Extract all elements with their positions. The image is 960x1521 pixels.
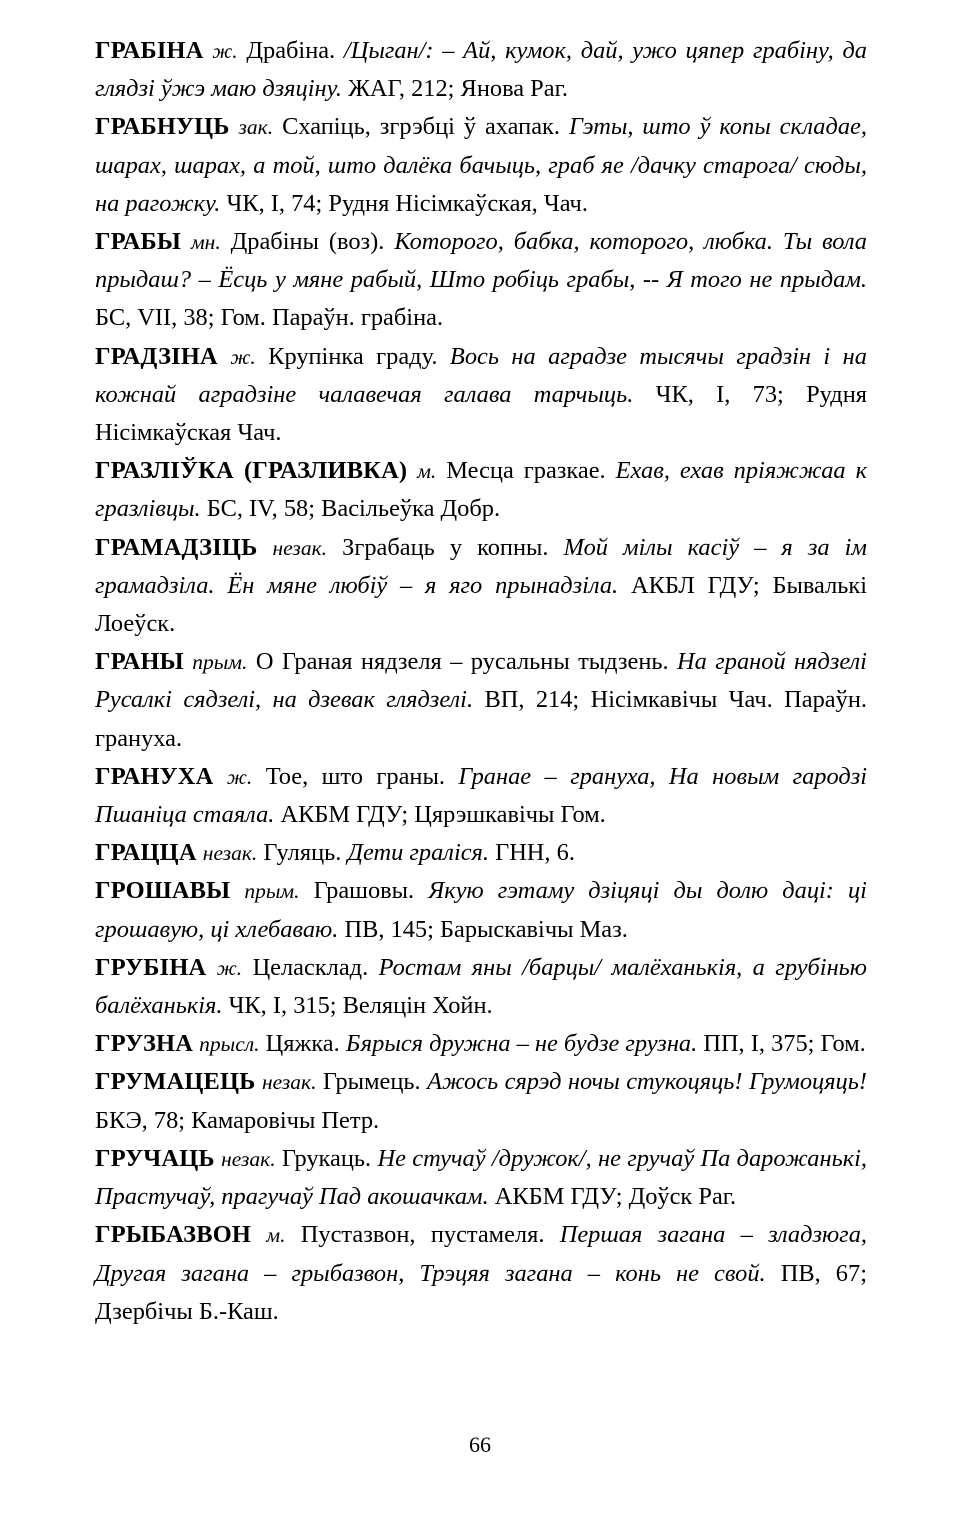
entry-definition: Цяжка. bbox=[265, 1030, 340, 1058]
entry-source: ГНН, 6. bbox=[495, 839, 575, 867]
entry-headword: ГРАМАДЗІЦЬ bbox=[95, 533, 258, 561]
dictionary-entry bbox=[95, 1025, 867, 1063]
entry-headword: ГРАДЗІНА bbox=[95, 342, 218, 370]
dictionary-entry bbox=[95, 758, 867, 834]
entry-headword: ГРЫБАЗВОН bbox=[95, 1221, 252, 1249]
entry-quotation: Гранае – грануха, На новым гародзі Пшаніца стаяла. bbox=[95, 762, 868, 829]
entry-source: БКЭ, 78; Камаровічы Петр. bbox=[95, 1106, 380, 1134]
entry-quotation: Ехав, ехав пріяжжаа к гразлівцы. bbox=[95, 457, 867, 523]
dictionary-entry bbox=[95, 872, 867, 948]
entry-definition: Пустазвон, пустамеля. bbox=[300, 1221, 545, 1249]
entry-quotation: Ростам яны /барцы/ малёханькія, а грубінью балёханькія. bbox=[95, 953, 867, 1020]
page-number: 66 bbox=[469, 1432, 491, 1457]
entry-quotation: Которого, бабка, которого, любка. Ты вола прыдаш? – Ёсць у мяне рабый, Што робіць грабы, -- Я того не прыдам. bbox=[95, 228, 868, 294]
entry-headword: ГРАЦЦА bbox=[95, 839, 197, 867]
entry-quotation: На граной нядзелі Русалкі сядзелі, на дзевак глядзелі. bbox=[95, 648, 867, 714]
entry-headword: ГРОШАВЫ bbox=[95, 877, 231, 905]
entry-definition: Крупінка граду. bbox=[268, 342, 438, 370]
entry-grammar-label: мн. bbox=[190, 230, 221, 255]
entry-headword: ГРУМАЦЕЦЬ bbox=[95, 1068, 256, 1096]
entry-grammar-label: ж. bbox=[216, 955, 243, 980]
entry-column bbox=[95, 32, 867, 1331]
entry-headword: ГРАБНУЦЬ bbox=[95, 113, 230, 141]
entry-grammar-label: прысл. bbox=[199, 1032, 260, 1057]
dictionary-entry bbox=[95, 1216, 867, 1331]
entry-source: ВП, 214; Нісімкавічы Чач. bbox=[484, 686, 773, 714]
entry-headword: ГРАНЫ bbox=[95, 648, 184, 676]
entry-quotation: Першая загана – зладзюга, Другая загана – грыбазвон, Трэцяя загана – конь не свой. bbox=[95, 1221, 867, 1287]
entry-definition: Схапіць, згрэбці ў ахапак. bbox=[282, 113, 560, 141]
entry-source: ПВ, 145; Барыскавічы Маз. bbox=[344, 915, 628, 943]
entry-grammar-label: незак. bbox=[261, 1070, 317, 1095]
entry-source: БС, IV, 58; Васільеўка Добр. bbox=[206, 495, 501, 523]
entry-headword: ГРУБІНА bbox=[95, 953, 207, 981]
entry-quotation: Бярыся дружна – не будзе грузна. bbox=[345, 1030, 698, 1058]
entry-definition: Грымець. bbox=[322, 1068, 421, 1096]
dictionary-entry bbox=[95, 108, 867, 223]
entry-grammar-label: прым. bbox=[192, 650, 248, 675]
entry-quotation: Вось на аградзе тысячы градзін і на кожнай аградзіне чалавечая галава тарчыць. bbox=[95, 342, 867, 408]
entry-quotation: Гэты, што ў копы складае, шарах, шарах, а той, што далёка бачыць, граб яе /дачку старога/ сюды, на рагожку. bbox=[95, 113, 867, 217]
entry-definition: Зграбаць у копны. bbox=[342, 533, 549, 561]
entry-source: АКБМ ГДУ; Доўск Раг. bbox=[494, 1183, 737, 1211]
entry-definition: Драбіна. bbox=[246, 37, 336, 64]
entry-headword: ГРАБІНА bbox=[95, 37, 204, 64]
entry-source: ПВ, 67; Дзербічы Б.-Каш. bbox=[95, 1259, 867, 1325]
entry-cross-reference: Параўн. грабіна. bbox=[271, 304, 444, 332]
entry-quotation: Мой мілы касіў – я за ім грамадзіла. Ён мяне любіў – я яго прынадзіла. bbox=[95, 533, 867, 599]
dictionary-entry bbox=[95, 223, 867, 338]
entry-grammar-label: ж. bbox=[212, 39, 238, 63]
entry-headword: ГРУЗНА bbox=[95, 1030, 194, 1058]
entry-grammar-label: незак. bbox=[202, 841, 258, 866]
dictionary-entry bbox=[95, 1063, 867, 1139]
entry-definition: Месца гразкае. bbox=[446, 457, 606, 485]
entry-cross-reference: Параўн. грануха. bbox=[95, 686, 867, 752]
entry-grammar-label: зак. bbox=[238, 115, 274, 140]
dictionary-entry bbox=[95, 338, 867, 453]
entry-source: ЧК, І, 315; Веляцін Хойн. bbox=[228, 992, 493, 1020]
dictionary-entry bbox=[95, 1140, 867, 1216]
entry-definition: Драбіны (воз). bbox=[230, 228, 385, 256]
entry-quotation: Ажось сярэд ночы стукоцяць! Грумоцяць! bbox=[427, 1068, 867, 1096]
entry-grammar-label: м. bbox=[266, 1223, 286, 1248]
entry-source: АКБМ ГДУ; Цярэшкавічы Гом. bbox=[280, 801, 606, 829]
entry-grammar-label: ж. bbox=[230, 344, 256, 369]
dictionary-entry bbox=[95, 949, 867, 1025]
entry-source: ЧК, І, 74; Рудня Нісімкаўская, Чач. bbox=[226, 189, 588, 217]
entry-headword: ГРУЧАЦЬ bbox=[95, 1144, 215, 1172]
dictionary-entry bbox=[95, 834, 867, 872]
entry-source: ЧК, І, 73; Рудня Нісімкаўская Чач. bbox=[95, 380, 867, 447]
entry-grammar-label: ж. bbox=[226, 764, 253, 789]
dictionary-entry bbox=[95, 643, 867, 758]
entry-definition: О Граная нядзеля – русальны тыдзень. bbox=[255, 648, 669, 676]
dictionary-entry bbox=[95, 529, 867, 644]
entry-definition: Тое, што граны. bbox=[265, 762, 445, 790]
entry-grammar-label: незак. bbox=[272, 535, 327, 560]
entry-source: ПП, І, 375; Гом. bbox=[703, 1030, 866, 1058]
entry-definition: Целасклад. bbox=[252, 953, 369, 981]
entry-quotation: Якую гэтаму дзіцяці ды долю даці: ці грошавую, ці хлебаваю. bbox=[95, 877, 867, 943]
entry-grammar-label: незак. bbox=[221, 1146, 276, 1171]
entry-quotation: Не стучаў /дружок/, не гручаў Па дарожанькі, Прастучаў, прагучаў Пад акошачкам. bbox=[95, 1144, 867, 1211]
entry-headword: ГРАНУХА bbox=[95, 762, 214, 790]
entry-grammar-label: прым. bbox=[244, 879, 300, 904]
entry-grammar-label: м. bbox=[417, 459, 437, 484]
dictionary-entry bbox=[95, 32, 867, 108]
entry-definition: Грукаць. bbox=[281, 1144, 372, 1172]
dictionary-entry bbox=[95, 452, 867, 528]
entry-source: АКБЛ ГДУ; Бывалькі Лоеўск. bbox=[95, 571, 867, 638]
entry-quotation: Дети граліся. bbox=[347, 839, 489, 867]
entry-headword: ГРАЗЛІЎКА (ГРАЗЛИВКА) bbox=[95, 457, 408, 485]
entry-definition: Грашовы. bbox=[313, 877, 415, 905]
entry-source: БС, VII, 38; Гом. bbox=[95, 304, 266, 332]
entry-headword: ГРАБЫ bbox=[95, 228, 181, 256]
entry-source: ЖАГ, 212; Янова Раг. bbox=[348, 75, 568, 103]
entry-quotation: /Цыган/: – Ай, кумок, дай, ужо цяпер грабіну, да глядзі ўжэ маю дзяціну. bbox=[95, 37, 867, 103]
entry-definition: Гуляць. bbox=[263, 839, 342, 867]
